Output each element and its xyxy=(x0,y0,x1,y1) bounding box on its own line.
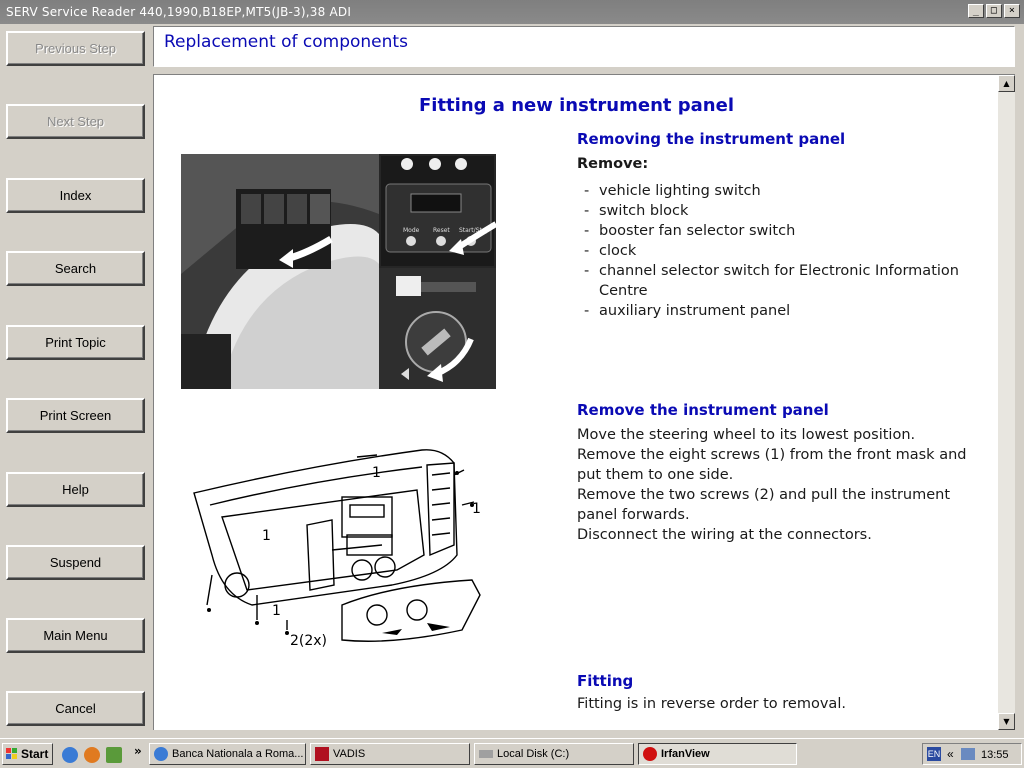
clock: 13:55 xyxy=(981,749,1009,761)
window-titlebar xyxy=(0,0,1024,24)
panel-screws-label: 2(2x) xyxy=(290,633,328,649)
dashboard-photo xyxy=(181,154,496,389)
task-browser[interactable]: Banca Nationala a Roma... xyxy=(149,743,306,765)
topic-title: Replacement of components xyxy=(164,32,408,52)
list-item: - clock xyxy=(584,243,637,259)
screw-label: 1 xyxy=(472,501,481,517)
main-menu-button[interactable]: Main Menu xyxy=(6,618,145,653)
section-fitting-text: Fitting is in reverse order to removal. xyxy=(577,696,846,712)
page-title: Fitting a new instrument panel xyxy=(418,95,734,116)
previous-step-button[interactable]: Previous Step xyxy=(6,31,145,66)
language-indicator[interactable]: EN xyxy=(927,749,941,759)
instruction-line: Remove the two screws (2) and pull the instrument panel forwards. xyxy=(577,487,951,523)
network-icon[interactable] xyxy=(961,748,975,760)
index-button[interactable]: Index xyxy=(6,178,145,213)
irfanview-icon xyxy=(643,747,657,761)
next-step-button[interactable]: Next Step xyxy=(6,104,145,139)
window-controls xyxy=(968,4,1020,18)
print-topic-button[interactable]: Print Topic xyxy=(6,325,145,360)
drive-icon xyxy=(479,750,493,758)
vadis-icon xyxy=(315,747,329,761)
suspend-button[interactable]: Suspend xyxy=(6,545,145,580)
removal-list xyxy=(584,181,984,321)
screw-label: 1 xyxy=(262,528,271,544)
system-tray xyxy=(922,743,1022,765)
instrument-panel-diagram xyxy=(192,445,502,660)
firefox-icon[interactable] xyxy=(84,747,100,763)
cancel-button[interactable]: Cancel xyxy=(6,691,145,726)
browser-icon xyxy=(154,747,168,761)
window-title: SERV Service Reader 440,1990,B18EP,MT5(JB-3),38 ADI xyxy=(6,5,352,19)
vertical-scrollbar[interactable] xyxy=(998,74,1015,730)
screw-label: 1 xyxy=(372,465,381,481)
sidebar xyxy=(0,24,152,736)
mode-label: Mode xyxy=(403,227,420,234)
section-remove-panel-title: Remove the instrument panel xyxy=(577,401,829,419)
tray-expand-icon[interactable]: « xyxy=(947,747,954,761)
section-remove-panel-text xyxy=(577,425,977,545)
windows-logo-icon xyxy=(6,748,18,760)
instruction-line: Disconnect the wiring at the connectors. xyxy=(577,527,872,543)
internet-explorer-icon[interactable] xyxy=(62,747,78,763)
list-item: - booster fan selector switch xyxy=(584,223,796,239)
list-item: - switch block xyxy=(584,203,689,219)
scroll-up-arrow-icon[interactable]: ▲ xyxy=(998,75,1015,92)
section-removing-title: Removing the instrument panel xyxy=(577,130,846,148)
taskbar xyxy=(0,738,1024,768)
start-stop-label: Start/Stop xyxy=(459,227,490,234)
instruction-line: Remove the eight screws (1) from the front mask and put them to one side. xyxy=(577,447,967,483)
task-vadis[interactable]: VADIS xyxy=(310,743,470,765)
quicklaunch-app-icon[interactable] xyxy=(106,747,122,763)
topic-header xyxy=(153,26,1015,67)
instruction-line: Move the steering wheel to its lowest position. xyxy=(577,427,916,443)
start-label: Start xyxy=(21,747,49,761)
maximize-button[interactable]: □ xyxy=(986,4,1002,18)
minimize-button[interactable]: _ xyxy=(968,4,984,18)
start-button[interactable] xyxy=(2,743,53,765)
quicklaunch-more-icon[interactable]: » xyxy=(134,744,142,758)
scroll-down-arrow-icon[interactable]: ▼ xyxy=(998,713,1015,730)
reset-label: Reset xyxy=(433,227,450,234)
screw-label: 1 xyxy=(272,603,281,619)
section-removing-subtitle: Remove: xyxy=(577,156,649,172)
list-item: - channel selector switch for Electronic Information Centre xyxy=(584,263,959,299)
task-local-disk[interactable]: Local Disk (C:) xyxy=(474,743,634,765)
list-item: - auxiliary instrument panel xyxy=(584,303,791,319)
search-button[interactable]: Search xyxy=(6,251,145,286)
task-irfanview[interactable]: IrfanView xyxy=(638,743,797,765)
content-pane xyxy=(153,74,998,730)
section-fitting-title: Fitting xyxy=(577,672,634,690)
print-screen-button[interactable]: Print Screen xyxy=(6,398,145,433)
list-item: - vehicle lighting switch xyxy=(584,183,761,199)
help-button[interactable]: Help xyxy=(6,472,145,507)
close-button[interactable]: × xyxy=(1004,4,1020,18)
